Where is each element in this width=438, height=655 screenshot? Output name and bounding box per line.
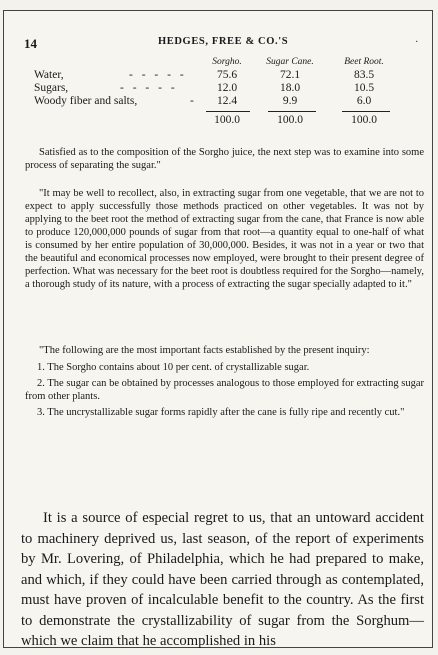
cell-value: 10.5 [353,82,375,94]
list-item: 1. The Sorgho contains about 10 per cent. of crystallizable sugar. [37,362,310,373]
row-label: Woody fiber and salts, [34,95,138,107]
list-item: 3. The uncrystallizable sugar forms rapidly after the cane is fully ripe and recently cut." [37,407,405,418]
paragraph-separation [25,146,424,172]
total-rule-line [268,111,316,112]
facts-list [25,361,424,419]
total-value: 100.0 [214,114,240,126]
totals-row [34,114,404,127]
facts-intro: "The following are the most important facts established by the present inquiry: [39,345,370,356]
total-rule-line [206,111,250,112]
cell-value: 12.4 [216,95,238,107]
cell-value: 6.0 [356,95,372,107]
composition-table [34,56,404,127]
header-dot: . [415,34,418,45]
column-header-beet-root: Beet Root. [344,57,384,67]
facts-section [25,344,424,422]
paragraph-quote [25,187,424,291]
row-leader: - [190,95,197,107]
cell-value: 83.5 [353,69,375,81]
cell-value: 75.6 [216,69,238,81]
cell-value: 12.0 [216,82,238,94]
cell-value: 72.1 [279,69,301,81]
row-label: Sugars, [34,82,69,94]
cell-value: 9.9 [282,95,298,107]
list-item: 2. The sugar can be obtained by processes analogous to those employed for extracting sugar from other plants. [25,378,424,402]
table-row [34,69,404,82]
running-head [18,36,420,50]
row-label: Water, [34,69,64,81]
table-row [34,82,404,95]
row-leader: - - - - - [129,69,187,81]
table-row [34,95,404,108]
paragraph-text: Satisfied as to the composition of the Sorgho juice, the next step was to examine into some process of separating the sugar." [25,147,424,171]
column-header-sorgho: Sorgho. [212,57,242,67]
total-value: 100.0 [277,114,303,126]
table-header-row [34,56,404,69]
cell-value: 18.0 [279,82,301,94]
total-rule-line [342,111,390,112]
page-number: 14 [24,36,37,51]
paragraph-text: "It may be well to recollect, also, in extracting sugar from one vegetable, that we are not to expect to apply successfully those methods practiced on other vegetables. It was not by applying to the beet root the method of extracting sugar from the cane, that France is now able to produce 120,000,000 pounds of sugar from that root—a quantity equal to one-half of what is consumed by her entire population of 30,000,000. Besides, it was not in a year or two that the beautiful and economical processes now employed, were brought to their present degree of perfection. What was necessary for the beet root is doubtless required for the Sorgho—namely, a thorough study of its nature, with a process of extracting the sugar specially adapted to it." [25,188,424,290]
column-header-sugar-cane: Sugar Cane. [266,57,314,67]
paragraph-large: It is a source of especial regret to us, that an untoward accident to machinery deprived us, last season, of the report of experiments by Mr. Lovering, of Philadelphia, which he had prepared to make, and which, if they could have been carried through as contemplated, must have proven of incalculable benefit to the country. As the first to demonstrate the crystallizability of sugar from the Sorghum—which we claim that he accomplished in his [21,510,424,649]
header-title: HEDGES, FREE & CO.'S [158,36,289,47]
row-leader: - - - - - [120,82,178,94]
total-value: 100.0 [351,114,377,126]
